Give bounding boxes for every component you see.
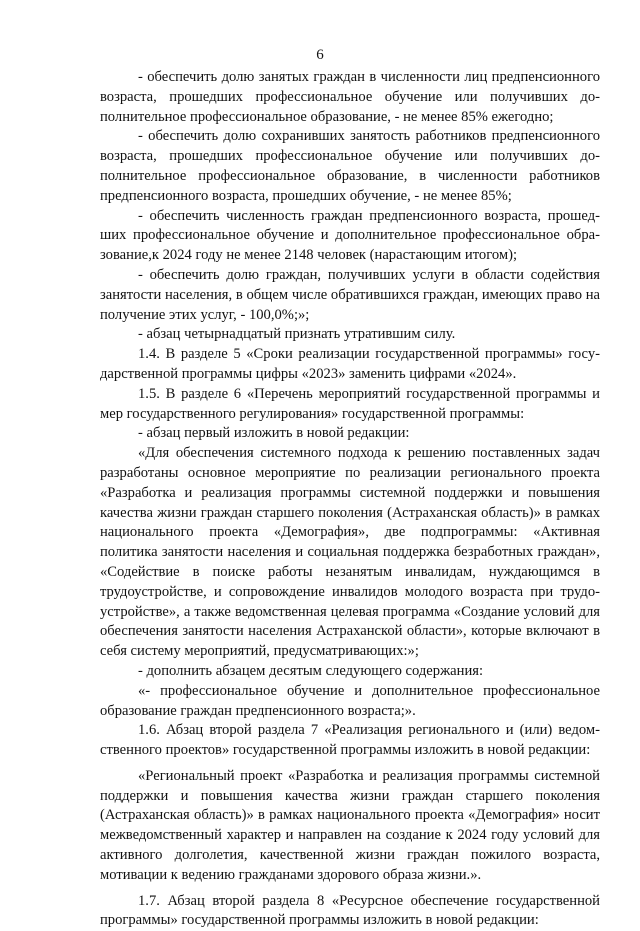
paragraph-1-5: 1.5. В разделе 6 «Перечень мероприятий государственной программы и мер государственного регулирования» государственной программы: bbox=[100, 385, 600, 422]
paragraph-fourteenth-repealed: - абзац четырнадцатый признать утратившим силу. bbox=[138, 326, 456, 343]
paragraph-professional-training: «- профессиональное обучение и дополнительное профессиональное образование граждан предпенсионного возраста;». bbox=[100, 682, 600, 719]
paragraph-1-6: 1.6. Абзац второй раздела 7 «Реализация регионального и (или) ведомственного проектов» государственной программы изложить в новой редакции: bbox=[100, 722, 600, 759]
paragraph-1-4: 1.4. В разделе 5 «Сроки реализации государственной программы» государственной программы цифры «2023» заменить цифрами «2024». bbox=[100, 346, 600, 382]
paragraph-regional-project: «Региональный проект «Разработка и реализация программы системной поддержки и повышения качества жизни граждан старшего поколения (Астраханская область)» в рамках национального проекта «Демография» носит межведомственный характер и направлен на создание к 2024 году условий для активного долголетия, качественной жизни граждан пожилого возраста, мотивации к ведению гражданами здорового образа жизни.». bbox=[100, 767, 600, 883]
page-number: 6 bbox=[316, 47, 324, 63]
paragraph-goal-retained-employment: - обеспечить долю сохранивших занятость работников предпенсионного возраста, прошедших профессиональное обучение или получивших дополнительное профессиональное образование, в численности работников предпенсионного возраста, прошедших обучение, - не менее 85%; bbox=[100, 128, 600, 204]
document-body bbox=[100, 68, 600, 931]
paragraph-goal-services-share: - обеспечить долю граждан, получивших услуги в области содействия занятости населения, в общем числе обратившихся граждан, имеющих право на получение этих услуг, - 100,0%;»; bbox=[100, 266, 600, 323]
paragraph-systemic-approach: «Для обеспечения системного подхода к решению поставленных задач разработаны основное мероприятие по реализации регионального проекта «Разработка и реализация программы системной поддержки и повышения качества жизни граждан старшего поколения (Астраханская область)» в рамках национального проекта «Демография», две подпрограммы: «Активная политика занятости населения и социальная поддержка безработных граждан», «Содействие в поиске работы незанятым инвалидам, нуждающимся в трудоустройстве, и сопровождение инвалидов молодого возраста при трудоустройстве», а также ведомственная целевая программа «Создание условий для обеспечения занятости населения Астраханской области», которые включают в себя систему мероприятий, предусматривающих:»; bbox=[100, 445, 600, 660]
paragraph-goal-employment-share: - обеспечить долю занятых граждан в численности лиц предпенсионного возраста, прошедших профессиональное обучение или получивших дополнительное профессиональное образование, - не менее 85% ежегодно; bbox=[100, 69, 600, 125]
paragraph-first-new-edition: - абзац первый изложить в новой редакции: bbox=[138, 425, 410, 442]
paragraph-1-7: 1.7. Абзац второй раздела 8 «Ресурсное обеспечение государственной программы» государственной программы изложить в новой редакции: bbox=[100, 892, 600, 929]
paragraph-goal-trained-count: - обеспечить численность граждан предпенсионного возраста, прошедших профессиональное обучение и дополнительное профессиональное образование,к 2024 году не менее 2148 человек (нарастающим итогом); bbox=[100, 207, 600, 264]
paragraph-add-tenth: - дополнить абзацем десятым следующего содержания: bbox=[138, 662, 484, 679]
